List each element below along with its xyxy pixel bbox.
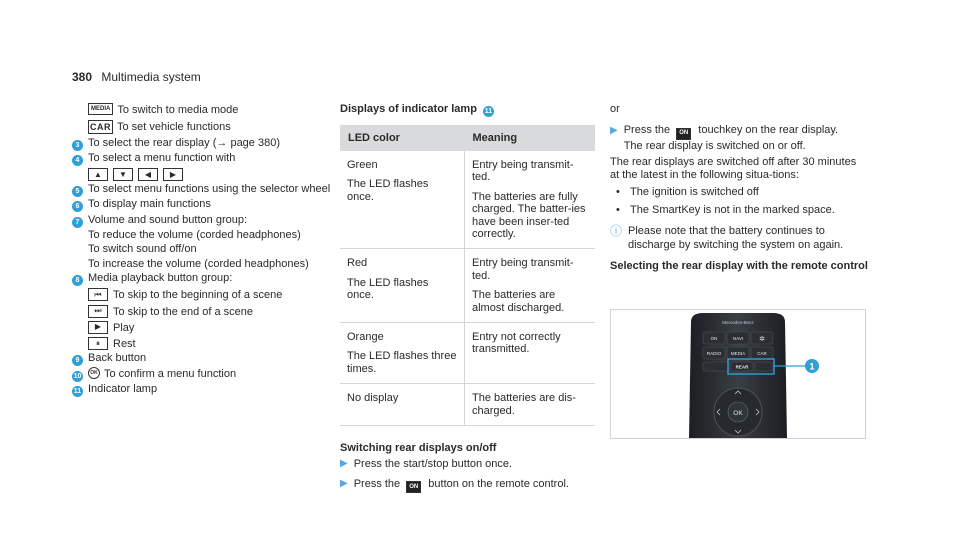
ok-button-icon: OK — [88, 367, 100, 379]
step-arrow-icon: ▶ — [340, 458, 348, 470]
remote-brand: Mercedes-Benz — [722, 320, 754, 325]
callout-badge: 11 — [484, 108, 493, 115]
column-header: Meaning — [465, 125, 596, 151]
remote-label: RADIO — [706, 351, 722, 356]
car-key-icon: CAR — [88, 120, 113, 134]
remote-label: MEDIA — [730, 351, 746, 356]
legend-text: Volume and sound button group: — [88, 213, 248, 226]
volume-line: To switch sound off/on — [88, 243, 197, 256]
arrow-keys — [72, 168, 334, 181]
arrow-right-icon: ▶ — [163, 168, 183, 181]
step-text-pre: Press the — [353, 478, 401, 491]
skip-back-icon: ⏮ — [88, 288, 108, 301]
remote-label: NAVI — [732, 336, 744, 341]
remote-label: OK — [733, 410, 743, 417]
table-row — [340, 384, 595, 426]
legend-text: To select the rear display (→ page 380) — [88, 136, 280, 149]
remote-label: CAR — [757, 351, 767, 356]
legend-item-10 — [72, 367, 334, 382]
table-cell — [465, 151, 596, 249]
step-1 — [340, 458, 595, 470]
playback-item — [72, 305, 334, 319]
legend-item-4 — [72, 151, 334, 166]
legend-media-text: To switch to media mode — [117, 104, 239, 116]
table-cell — [465, 384, 596, 426]
callout-badge: 3 — [72, 140, 83, 151]
legend-item-6 — [72, 197, 334, 212]
legend-text: To select menu functions using the selector wheel — [88, 183, 331, 196]
remote-label: REAR — [735, 364, 749, 370]
note — [610, 225, 868, 252]
indicator-title-text: Displays of indicator lamp — [340, 103, 477, 115]
callout-badge: 5 — [72, 186, 83, 197]
table-header-row — [340, 125, 595, 151]
on-key-icon: ON — [676, 128, 691, 140]
arrow-left-icon: ◀ — [138, 168, 158, 181]
table-cell — [340, 249, 465, 323]
playback-item — [72, 337, 334, 351]
led-meaning: Entry being transmit-ted. — [472, 159, 574, 184]
table-cell — [465, 249, 596, 323]
legend-item-9 — [72, 351, 334, 366]
step-result: The rear display is switched on or off. — [623, 140, 806, 153]
step-text — [354, 478, 569, 493]
remote-minus-button — [703, 362, 729, 371]
led-meaning: Entry being transmit-ted. — [472, 257, 574, 282]
callout-badge: 10 — [73, 372, 82, 380]
step-text: Press the start/stop button once. — [353, 458, 513, 471]
step-touchkey — [610, 124, 868, 153]
settings-icon: ✲ — [759, 336, 765, 343]
callout-badge: 7 — [72, 217, 83, 228]
playback-item — [72, 288, 334, 302]
remote-control-illustration — [611, 310, 865, 438]
table-cell — [340, 323, 465, 384]
legend-text: Indicator lamp — [88, 383, 158, 396]
legend-text: To display main functions — [88, 198, 211, 211]
callout-badge: 6 — [72, 201, 83, 212]
step-text-pre: Press the — [623, 124, 671, 137]
legend-text: Media playback button group: — [88, 271, 233, 284]
legend-car-text: To set vehicle functions — [117, 121, 231, 134]
table-row — [340, 323, 595, 384]
rear-display-section — [610, 103, 868, 273]
note-text: Please note that the battery continues to discharge by switching the system on again. — [628, 225, 844, 251]
play-icon: ▶ — [88, 321, 108, 334]
legend-car — [72, 120, 334, 134]
legend-item-11 — [72, 382, 334, 397]
led-meaning: The batteries are almost discharged. — [472, 289, 565, 314]
or-text: or — [610, 103, 620, 115]
legend-item-3 — [72, 136, 334, 151]
volume-line: To reduce the volume (corded headphones) — [88, 229, 301, 242]
led-status: The LED flashes once. — [347, 276, 429, 302]
callout-badge: 8 — [72, 275, 83, 286]
legend-item-8 — [72, 271, 334, 286]
led-meaning: Entry not correctly transmitted. — [472, 331, 561, 356]
info-icon: ⓘ — [610, 224, 623, 239]
legend-text: Back button — [88, 352, 147, 365]
arrow-up-icon: ▲ — [88, 168, 108, 181]
media-key-icon: MEDIA — [88, 103, 113, 115]
step-arrow-icon: ▶ — [340, 478, 348, 490]
column-header: LED color — [340, 125, 465, 151]
page-number: 380 — [72, 70, 93, 84]
legend-item-5 — [72, 182, 334, 197]
led-color: Green — [347, 159, 378, 171]
led-table — [340, 125, 595, 426]
list-item — [610, 204, 868, 217]
bullet-icon: • — [616, 203, 620, 216]
bullet-icon: • — [616, 186, 620, 199]
step-arrow-icon: ▶ — [610, 125, 618, 137]
table-row — [340, 151, 595, 249]
led-color: Orange — [347, 331, 384, 344]
step-2 — [340, 478, 595, 493]
led-status: The LED flashes three times. — [347, 350, 457, 375]
step-text-post: button on the remote control. — [428, 478, 569, 491]
pause-icon: ⏸ — [88, 337, 108, 350]
led-color: No display — [347, 392, 399, 405]
led-meaning: The batteries are fully charged. The batter-ies have been inser-ted correctly. — [472, 190, 586, 241]
table-cell — [340, 384, 465, 426]
table-cell — [340, 151, 465, 249]
on-key-icon: ON — [406, 481, 421, 493]
playback-item — [72, 321, 334, 335]
volume-line: To increase the volume (corded headphones) — [88, 257, 309, 270]
playback-text: Play — [113, 321, 135, 334]
remote-label: ON — [710, 336, 718, 341]
step-text-post: touchkey on the rear display. — [698, 124, 839, 137]
playback-text: Rest — [113, 338, 136, 351]
playback-text: To skip to the beginning of a scene — [113, 289, 283, 302]
bullet-text: The ignition is switched off — [630, 186, 759, 199]
skip-forward-icon: ⏭ — [88, 305, 108, 318]
switching-title: Switching rear displays on/off — [340, 442, 497, 455]
legend-item-7 — [72, 213, 334, 228]
remote-plus-button — [755, 362, 773, 371]
led-status: The LED flashes once. — [347, 178, 429, 203]
legend-list — [72, 103, 334, 397]
list-item — [610, 186, 868, 199]
callout-badge: 11 — [73, 388, 82, 396]
arrow-down-icon: ▼ — [113, 168, 133, 181]
led-meaning: The batteries are dis-charged. — [472, 392, 576, 417]
page-header — [72, 70, 201, 84]
indicator-section — [340, 103, 595, 493]
remote-heading: Selecting the rear display with the remote control — [610, 259, 868, 272]
section-title: Multimedia system — [101, 70, 201, 84]
callout-badge: 4 — [72, 155, 83, 166]
legend-media — [72, 103, 334, 117]
remote-figure — [610, 309, 866, 439]
legend-text: To confirm a menu function — [104, 367, 237, 380]
indicator-title — [340, 103, 595, 117]
callout-badge: 9 — [72, 355, 83, 366]
auto-off-paragraph: The rear displays are switched off after 30 minutes at the latest in the following situa-tions: — [610, 155, 857, 181]
callout-number: 1 — [809, 361, 815, 372]
playback-text: To skip to the end of a scene — [113, 305, 254, 318]
legend-text: To select a menu function with — [88, 151, 236, 164]
bullet-text: The SmartKey is not in the marked space. — [630, 203, 835, 216]
table-cell — [465, 323, 596, 384]
table-row — [340, 249, 595, 323]
led-color: Red — [347, 257, 368, 270]
